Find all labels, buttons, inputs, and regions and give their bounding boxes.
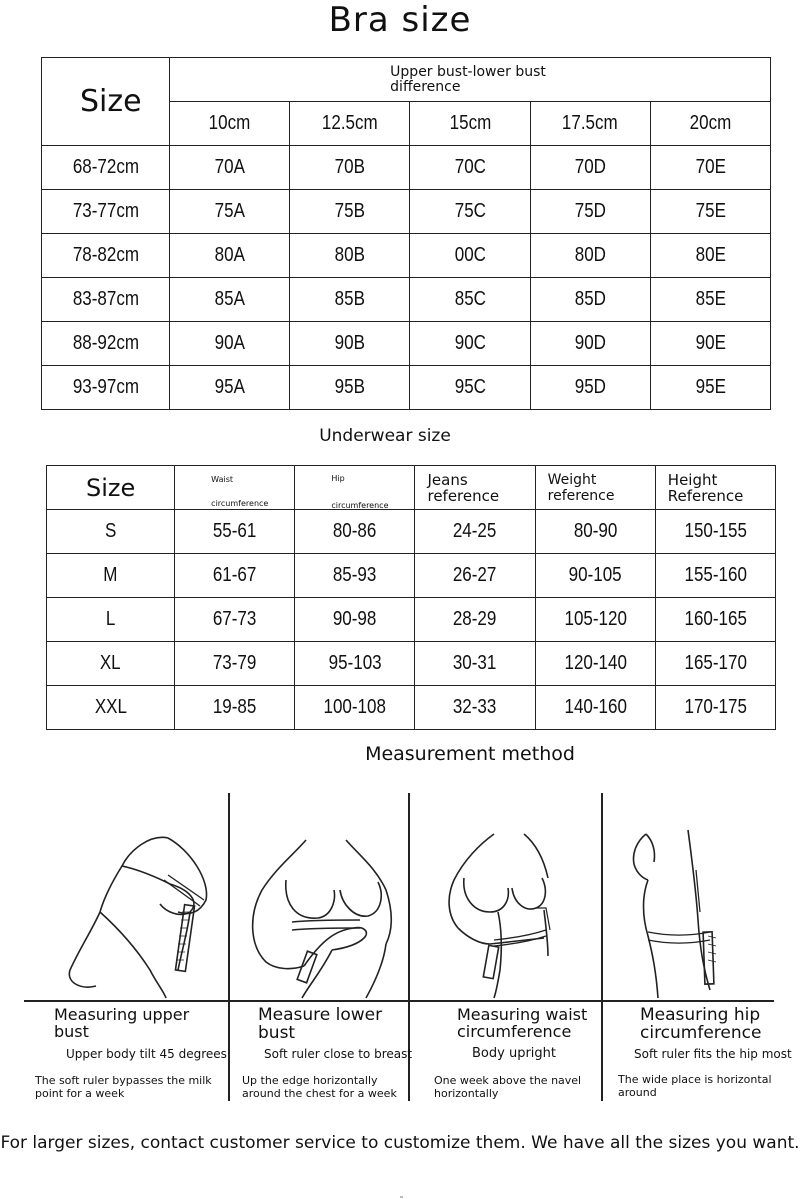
bra-size-header: Size <box>42 58 170 146</box>
caption-title-line1: Measuring hip <box>640 1005 761 1025</box>
underwear-cell: 28-29 <box>415 598 535 642</box>
note-line1: The wide place is horizontal <box>618 1073 772 1086</box>
jeans-label-line2: reference <box>427 486 500 505</box>
table-row <box>42 234 771 278</box>
underwear-cell: 55-61 <box>175 510 295 554</box>
table-row <box>42 146 771 190</box>
lower-bust-subcaption: Soft ruler close to breast <box>264 1047 413 1061</box>
note-line2: point for a week <box>35 1087 125 1100</box>
underwear-size-header: Size <box>47 466 175 510</box>
lower-bust-note <box>242 1074 397 1100</box>
bra-range: 78-82cm <box>42 234 170 278</box>
table-row <box>47 642 776 686</box>
bra-cell: 70C <box>410 146 530 190</box>
underwear-cell: 90-105 <box>535 554 655 598</box>
bra-cell: 90E <box>650 322 770 366</box>
waist-subcaption: Body upright <box>472 1046 556 1061</box>
bra-column-header: 17.5cm <box>530 102 650 146</box>
bra-cell: 85A <box>170 278 290 322</box>
footer-note: For larger sizes, contact customer service to customize them. We have all the sizes you want. <box>0 1133 800 1153</box>
caption-title-line1: Measuring upper <box>54 1005 190 1024</box>
caption-title-line2: circumference <box>640 1023 762 1043</box>
jeans-header <box>415 466 535 510</box>
table-row <box>42 322 771 366</box>
note-line1: One week above the navel <box>434 1074 582 1087</box>
hip-subcaption: Soft ruler fits the hip most <box>634 1047 792 1061</box>
column-divider <box>228 793 230 1101</box>
underwear-cell: 80-90 <box>535 510 655 554</box>
waist-figure-illustration <box>424 820 604 1000</box>
underwear-cell: 80-86 <box>295 510 415 554</box>
weight-header <box>535 466 655 510</box>
bra-cell: 75E <box>650 190 770 234</box>
height-label-line1: Height <box>667 470 718 489</box>
underwear-size: XXL <box>47 686 175 730</box>
underwear-cell: 19-85 <box>175 686 295 730</box>
weight-label-line2: reference <box>547 487 615 504</box>
bra-range: 88-92cm <box>42 322 170 366</box>
underwear-cell: 155-160 <box>655 554 775 598</box>
page-title: Bra size <box>328 0 472 40</box>
underwear-cell: 30-31 <box>415 642 535 686</box>
weight-label-line1: Weight <box>547 471 597 488</box>
bra-cell: 75B <box>290 190 410 234</box>
table-row <box>42 278 771 322</box>
bra-cell: 90C <box>410 322 530 366</box>
lower-bust-figure-illustration <box>236 820 416 1000</box>
underwear-cell: 150-155 <box>655 510 775 554</box>
hip-figure-illustration <box>612 820 792 1000</box>
bra-cell: 75C <box>410 190 530 234</box>
bra-range: 68-72cm <box>42 146 170 190</box>
underwear-cell: 160-165 <box>655 598 775 642</box>
bra-cell: 80B <box>290 234 410 278</box>
underwear-size-title: Underwear size <box>319 426 451 446</box>
caption-title-line2: circumference <box>457 1022 572 1041</box>
underwear-cell: 73-79 <box>175 642 295 686</box>
bra-cell: 95E <box>650 366 770 410</box>
bra-cell: 70A <box>170 146 290 190</box>
bra-cell: 00C <box>410 234 530 278</box>
bra-cell: 90A <box>170 322 290 366</box>
bra-cell: 80A <box>170 234 290 278</box>
underwear-size: M <box>47 554 175 598</box>
bra-cell: 95B <box>290 366 410 410</box>
bra-column-header: 20cm <box>650 102 770 146</box>
illustration-baseline <box>24 1000 774 1002</box>
underwear-cell: 32-33 <box>415 686 535 730</box>
underwear-size: S <box>47 510 175 554</box>
hip-label-line2: circumference <box>331 501 389 510</box>
underwear-size: XL <box>47 642 175 686</box>
hip-label-line1: Hip <box>331 474 345 483</box>
note-line1: The soft ruler bypasses the milk <box>35 1074 212 1087</box>
bra-column-header: 10cm <box>170 102 290 146</box>
underwear-cell: 95-103 <box>295 642 415 686</box>
hip-header <box>295 466 415 510</box>
footer-dot <box>400 1196 403 1198</box>
bra-cell: 85D <box>530 278 650 322</box>
table-row <box>47 554 776 598</box>
note-line2: around <box>618 1086 657 1099</box>
upper-bust-figure-illustration <box>40 820 220 1000</box>
underwear-cell: 165-170 <box>655 642 775 686</box>
bra-cell: 80D <box>530 234 650 278</box>
caption-title-line2: bust <box>54 1022 89 1041</box>
underwear-cell: 61-67 <box>175 554 295 598</box>
hip-note <box>618 1073 772 1099</box>
bra-size-table <box>41 57 771 410</box>
waist-label-line1: Waist <box>211 475 233 484</box>
upper-bust-subcaption: Upper body tilt 45 degrees <box>66 1047 227 1061</box>
underwear-cell: 170-175 <box>655 686 775 730</box>
bra-difference-header <box>170 58 771 102</box>
hip-caption <box>640 1006 761 1042</box>
bra-cell: 90D <box>530 322 650 366</box>
waist-note <box>434 1074 581 1100</box>
upper-bust-caption <box>54 1006 189 1040</box>
height-header <box>655 466 775 510</box>
bra-cell: 95D <box>530 366 650 410</box>
note-line1: Up the edge horizontally <box>242 1074 378 1087</box>
table-row <box>47 686 776 730</box>
lower-bust-caption <box>258 1006 382 1042</box>
bra-cell: 90B <box>290 322 410 366</box>
note-line2: horizontally <box>434 1087 499 1100</box>
underwear-size: L <box>47 598 175 642</box>
underwear-cell: 85-93 <box>295 554 415 598</box>
note-line2: around the chest for a week <box>242 1087 397 1100</box>
underwear-header-row <box>47 466 776 510</box>
diff-label-line2: difference <box>390 78 461 95</box>
table-row <box>42 190 771 234</box>
underwear-cell: 26-27 <box>415 554 535 598</box>
height-label-line2: Reference <box>667 486 744 505</box>
bra-cell: 85B <box>290 278 410 322</box>
table-row <box>47 510 776 554</box>
underwear-cell: 24-25 <box>415 510 535 554</box>
waist-caption <box>457 1006 587 1040</box>
bra-cell: 75A <box>170 190 290 234</box>
bra-cell: 85C <box>410 278 530 322</box>
caption-title-line1: Measuring waist <box>457 1005 588 1024</box>
measurement-method-title: Measurement method <box>365 743 575 765</box>
bra-column-header: 15cm <box>410 102 530 146</box>
underwear-cell: 100-108 <box>295 686 415 730</box>
bra-cell: 95C <box>410 366 530 410</box>
underwear-cell: 105-120 <box>535 598 655 642</box>
bra-cell: 70D <box>530 146 650 190</box>
caption-title-line1: Measure lower <box>258 1005 383 1025</box>
diff-label-line1: Upper bust-lower bust <box>390 63 546 80</box>
waist-label-line2: circumference <box>211 499 269 508</box>
bra-cell: 75D <box>530 190 650 234</box>
table-row <box>42 366 771 410</box>
jeans-label-line1: Jeans <box>427 470 468 489</box>
bra-cell: 80E <box>650 234 770 278</box>
underwear-cell: 140-160 <box>535 686 655 730</box>
bra-range: 93-97cm <box>42 366 170 410</box>
bra-cell: 70E <box>650 146 770 190</box>
bra-column-header: 12.5cm <box>290 102 410 146</box>
table-row <box>47 598 776 642</box>
bra-range: 73-77cm <box>42 190 170 234</box>
bra-range: 83-87cm <box>42 278 170 322</box>
upper-bust-note <box>35 1074 212 1100</box>
waist-header <box>175 466 295 510</box>
underwear-cell: 90-98 <box>295 598 415 642</box>
bra-cell: 85E <box>650 278 770 322</box>
bra-cell: 95A <box>170 366 290 410</box>
underwear-size-table <box>46 465 776 730</box>
caption-title-line2: bust <box>258 1023 296 1043</box>
underwear-cell: 67-73 <box>175 598 295 642</box>
bra-cell: 70B <box>290 146 410 190</box>
underwear-cell: 120-140 <box>535 642 655 686</box>
